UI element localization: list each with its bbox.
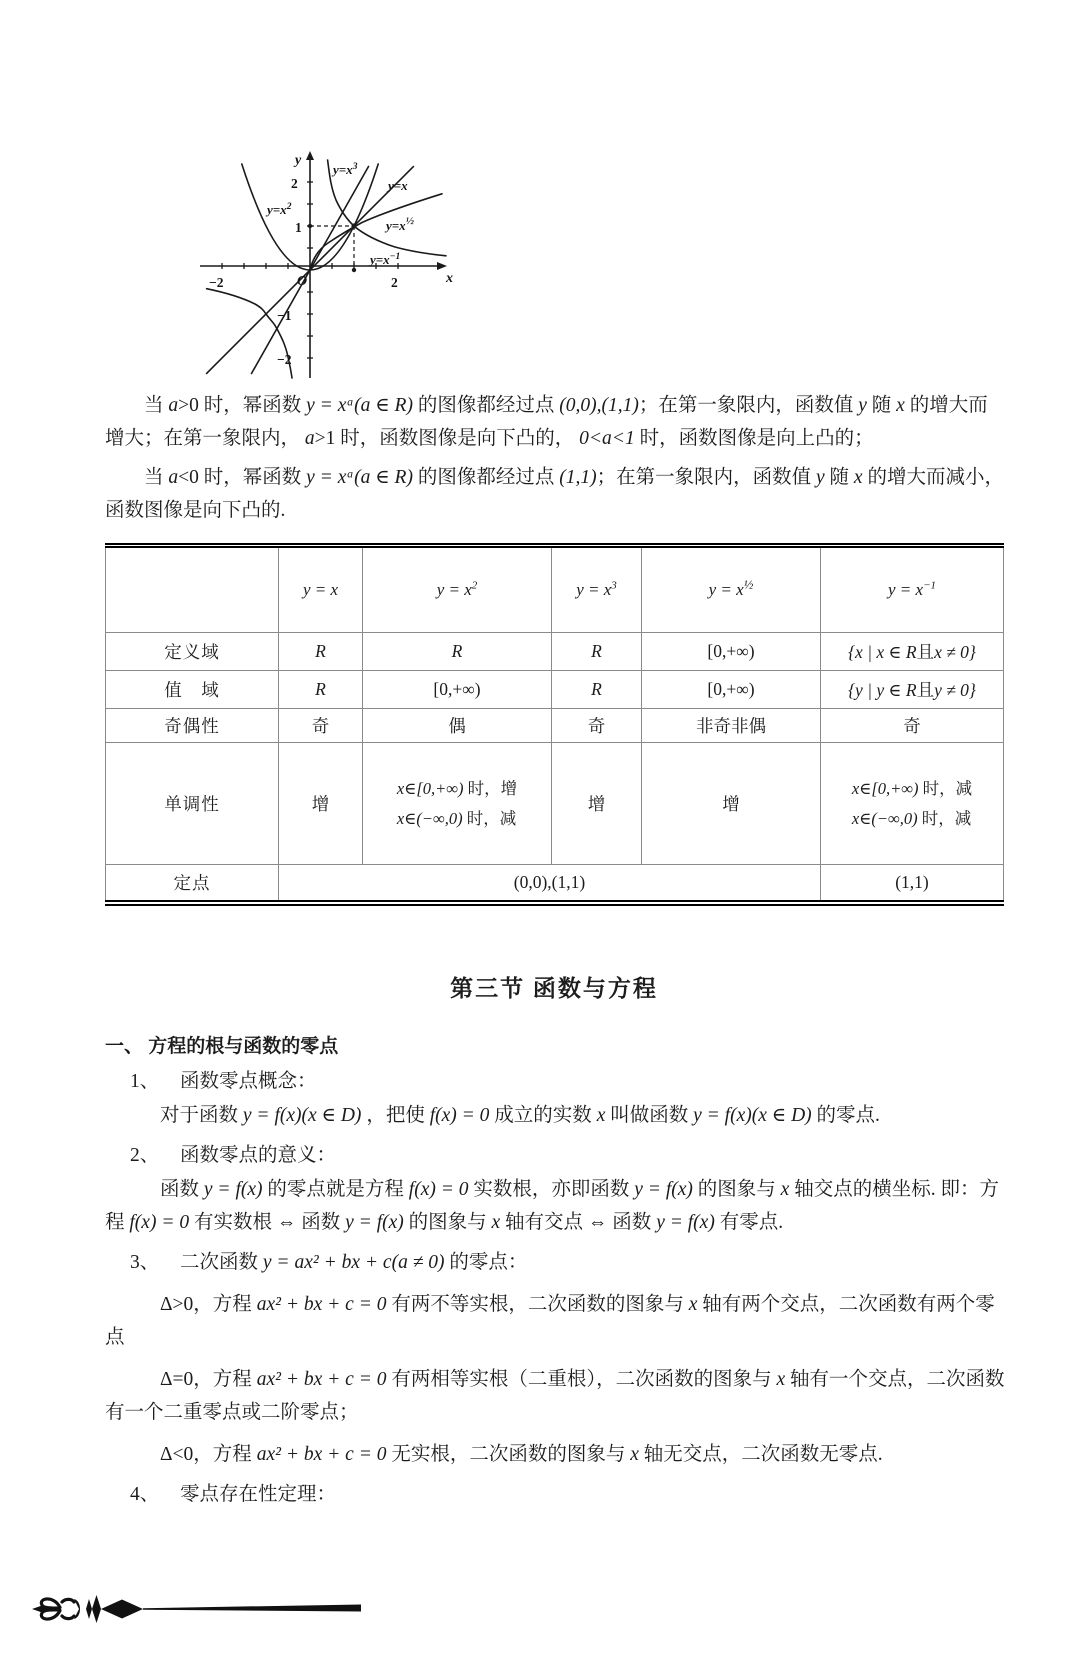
item-2-number: 2、 xyxy=(130,1144,160,1166)
y-tick-neg2: −2 xyxy=(277,352,292,367)
item-1-number: 1、 xyxy=(130,1070,160,1092)
item-3-delta-positive: Δ>0，方程 ax² + bx + c = 0 有两不等实根，二次函数的图象与 x 轴有两个交点，二次函数有两个零点 xyxy=(105,1293,995,1348)
power-functions-table xyxy=(105,543,1004,906)
section-heading-1: 一、 方程的根与函数的零点 xyxy=(105,1035,339,1057)
header-y-x: y = x xyxy=(279,546,363,633)
section-items xyxy=(105,1065,1005,1511)
item-1-heading: 1、 函数零点概念： xyxy=(130,1065,1005,1098)
fixed-point-merged-cell: (0,0),(1,1) xyxy=(279,865,821,903)
header-y-x-half: $y = x^{\frac{1}{2}}$ xyxy=(642,546,821,633)
section-title: 第三节 函数与方程 xyxy=(450,975,658,1001)
item-4-number: 4、 xyxy=(130,1483,160,1505)
y-axis-arrow-icon xyxy=(306,151,314,160)
item-1-body: 对于函数 y = f(x)(x ∈ D) ，把使 f(x) = 0 成立的实数 x 叫做函数 y = f(x)(x ∈ D) 的零点. xyxy=(160,1104,880,1126)
paragraph-a-positive: 当 a>0 时，幂函数 y = xᵃ(a ∈ R) 的图像都经过点 (0,0),(1,1)；在第一象限内，函数值 y 随 x 的增大而增大；在第一象限内， a>1 时，函数图像是向下凸的， 0<a<1 时，函数图像是向上凸的； xyxy=(105,395,988,449)
row-parity: 奇偶性 奇 偶 奇 非奇非偶 奇 xyxy=(106,709,1004,743)
label-y-equals-x-cubed: $y=x^3$ xyxy=(333,162,358,177)
graph-canvas xyxy=(185,148,465,383)
header-y-x3: $y = x^3$ xyxy=(552,546,642,633)
document-page xyxy=(0,148,1075,1666)
row-domain: 定义域 R R R [0,+∞) {x | x ∈ R且x ≠ 0} xyxy=(106,633,1004,671)
footer-ornament xyxy=(30,1590,365,1628)
item-3-delta-zero: Δ=0，方程 ax² + bx + c = 0 有两相等实根（二重根），二次函数的图象与 x 轴有一个交点，二次函数有一个二重零点或二阶零点； xyxy=(105,1368,1005,1423)
item-2-body: 函数 y = f(x) 的零点就是方程 f(x) = 0 实数根，亦即函数 y = f(x) 的图象与 x 轴交点的横坐标. 即：方程 f(x) = 0 有实数根 ⇔ 函数 y = f(x) 的图象与 x 轴有交点 ⇔ 函数 y = f(x) 有零点. xyxy=(105,1178,999,1233)
item-3-delta-negative: Δ<0，方程 ax² + bx + c = 0 无实根，二次函数的图象与 x 轴无交点，二次函数无零点. xyxy=(160,1443,883,1465)
header-y-x2: $y = x^2$ xyxy=(363,546,552,633)
origin-label: O xyxy=(297,274,308,289)
x-axis-label: x xyxy=(446,271,453,286)
label-y-equals-inverse-x: $y=x^{-1}$ xyxy=(370,252,401,267)
item-4-heading: 4、 零点存在性定理： xyxy=(130,1478,1005,1511)
label-y-equals-x-squared: $y=x^2$ xyxy=(267,202,292,217)
header-y-x-inv: $y = x^{-1}$ xyxy=(821,546,1004,633)
point-0-1 xyxy=(308,224,312,228)
item-2-heading: 2、 函数零点的意义： xyxy=(130,1139,1005,1172)
label-y-equals-sqrt-x: $y=x^{\frac{1}{2}}$ xyxy=(386,215,414,233)
item-3-heading: 3、 二次函数 y = ax² + bx + c(a ≠ 0) 的零点： xyxy=(130,1246,1005,1279)
x-tick-neg2: −2 xyxy=(209,275,224,290)
point-1-0 xyxy=(352,268,356,272)
paragraph-a-negative: 当 a<0 时，幂函数 y = xᵃ(a ∈ R) 的图像都经过点 (1,1)；在第一象限内，函数值 y 随 x 的增大而减小，函数图像是向下凸的. xyxy=(105,467,1004,521)
y-tick-pos1: 1 xyxy=(295,220,302,235)
row-range: 值 域 R [0,+∞) R [0,+∞) {y | y ∈ R且y ≠ 0} xyxy=(106,671,1004,709)
header-empty xyxy=(106,546,279,633)
footer-ornament-icon xyxy=(30,1590,365,1628)
table-header-row xyxy=(106,546,1004,633)
item-3-number: 3、 xyxy=(130,1251,160,1273)
y-axis-label: y xyxy=(295,153,302,168)
x-axis-arrow-icon xyxy=(437,262,447,270)
y-tick-pos2: 2 xyxy=(291,176,298,191)
x-tick-pos2: 2 xyxy=(391,275,398,290)
curves xyxy=(207,160,446,378)
row-monotonicity: 单调性 增 x∈[0,+∞) 时，增 x∈(−∞,0) 时，减 增 增 x∈[0,+∞) 时，减 x∈(−∞,0) 时，减 xyxy=(106,743,1004,865)
y-tick-neg1: −1 xyxy=(277,308,292,323)
row-fixed-point: 定点 (0,0),(1,1) (1,1) xyxy=(106,865,1004,903)
fixed-point-last-cell: (1,1) xyxy=(821,865,1004,903)
label-y-equals-x: y=x xyxy=(388,178,408,193)
point-1-1 xyxy=(351,223,356,228)
power-functions-graph xyxy=(185,148,465,383)
